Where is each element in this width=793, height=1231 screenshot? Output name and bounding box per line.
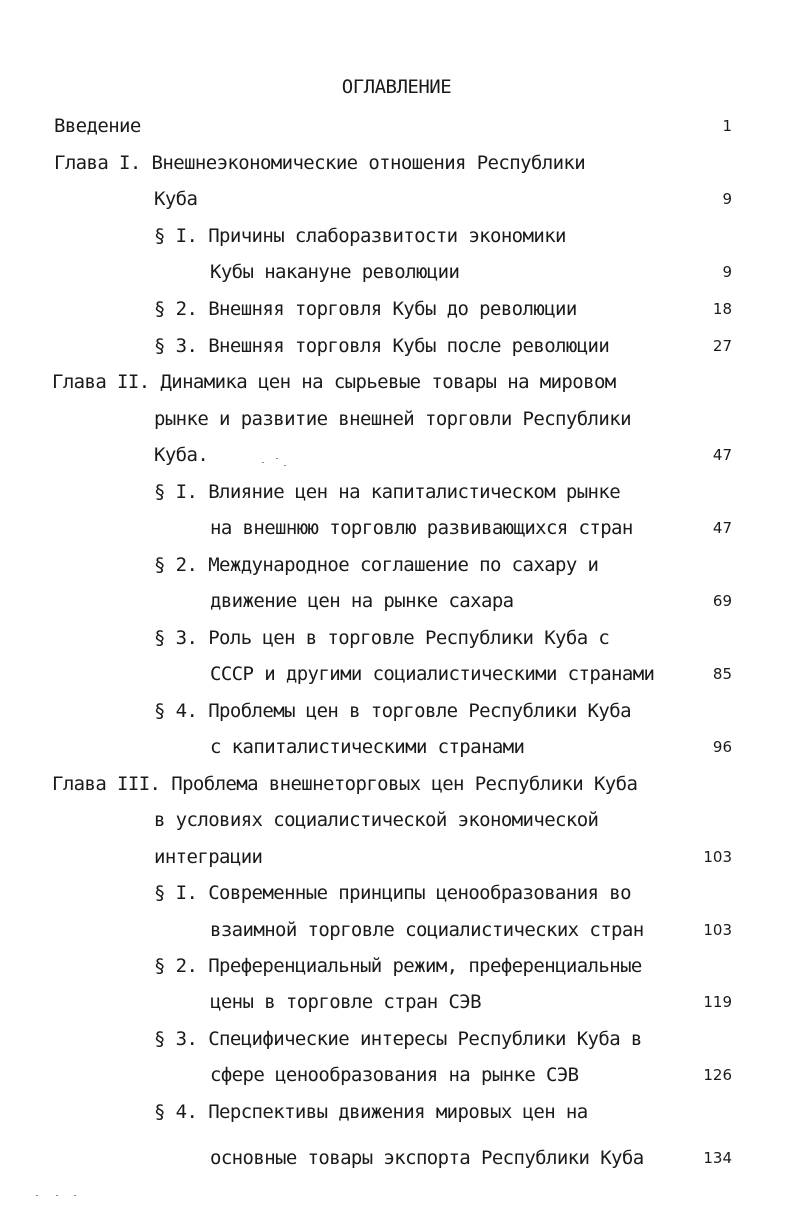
toc-page-number: 18 <box>712 300 732 318</box>
scan-speck <box>56 1195 58 1196</box>
toc-line: § 4. Перспективы движения мировых цен на <box>154 1101 588 1123</box>
toc-line: § I. Влияние цен на капиталистическом рынке <box>154 481 621 503</box>
toc-line: Куба. <box>154 444 209 466</box>
toc-line: § 2. Преференциальный режим, преференциальные <box>154 955 642 977</box>
toc-line: Куба <box>154 188 198 210</box>
toc-page-number: 9 <box>722 263 732 281</box>
toc-line: Глава II. Динамика цен на сырьевые товары на мировом <box>52 371 616 393</box>
toc-page-number: 9 <box>722 190 732 208</box>
toc-line: Глава I. Внешнеэкономические отношения Республики <box>54 152 586 174</box>
scan-speck <box>36 1195 38 1196</box>
scan-speck <box>284 465 286 466</box>
toc-line: § 2. Международное соглашение по сахару и <box>154 554 599 576</box>
toc-page-number: 47 <box>712 446 732 464</box>
toc-line: с капиталистическими странами <box>210 736 525 758</box>
scan-speck <box>262 462 264 463</box>
toc-line: Введение <box>54 115 141 137</box>
toc-page-number: 47 <box>712 519 732 537</box>
toc-line: в условиях социалистической экономической <box>154 809 599 831</box>
toc-page-number: 85 <box>712 665 732 683</box>
page-title: ОГЛАВЛЕНИЕ <box>341 76 452 98</box>
toc-page-number: 1 <box>722 117 732 135</box>
toc-line: § 3. Специфические интересы Республики Куба в <box>154 1028 642 1050</box>
toc-line: движение цен на рынке сахара <box>210 590 514 612</box>
toc-line: § 4. Проблемы цен в торговле Республики Куба <box>154 700 631 722</box>
toc-line: интеграции <box>154 846 263 868</box>
toc-page-number: 27 <box>712 337 732 355</box>
toc-page-number: 134 <box>703 1149 732 1167</box>
toc-line: § I. Современные принципы ценообразования во <box>154 882 631 904</box>
toc-page-number: 96 <box>712 738 732 756</box>
toc-line: на внешнюю торговлю развивающихся стран <box>210 517 633 539</box>
toc-page-number: 103 <box>703 921 732 939</box>
toc-line: основные товары экспорта Республики Куба <box>210 1147 644 1169</box>
toc-page-number: 103 <box>703 848 732 866</box>
toc-line: Глава III. Проблема внешнеторговых цен Республики Куба <box>52 773 638 795</box>
toc-line: § I. Причины слаборазвитости экономики <box>154 225 566 247</box>
toc-line: сфере ценообразования на рынке СЭВ <box>210 1064 579 1086</box>
toc-line: СССР и другими социалистическими странами <box>210 663 655 685</box>
toc-line: Кубы накануне революции <box>210 261 460 283</box>
toc-line: § 3. Внешняя торговля Кубы после революции <box>154 335 610 357</box>
toc-line: § 3. Роль цен в торговле Республики Куба с <box>154 627 610 649</box>
toc-page-number: 126 <box>703 1066 732 1084</box>
toc-line: взаимной торговле социалистических стран <box>210 919 644 941</box>
toc-line: цены в торговле стран СЭВ <box>210 991 481 1013</box>
toc-page-number: 119 <box>703 993 732 1011</box>
toc-line: § 2. Внешняя торговля Кубы до революции <box>154 298 577 320</box>
scan-speck <box>74 1195 76 1196</box>
toc-page-number: 69 <box>712 592 732 610</box>
scan-speck <box>276 458 278 459</box>
toc-line: рынке и развитие внешней торговли Республики <box>154 408 631 430</box>
